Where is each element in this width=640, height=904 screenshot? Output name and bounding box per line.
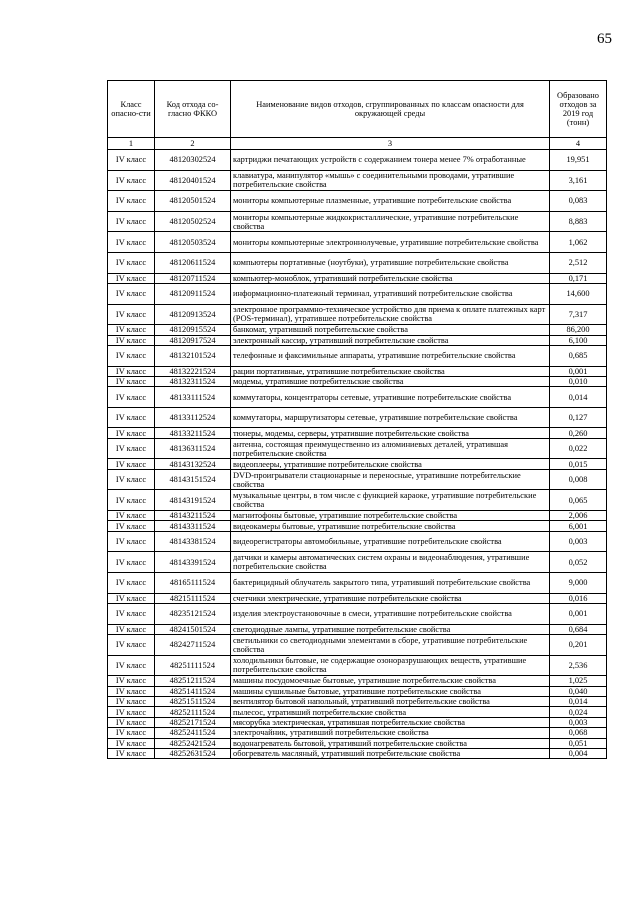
fkko-code-cell: 48132221524 bbox=[155, 366, 231, 376]
fkko-code-cell: 48120503524 bbox=[155, 232, 231, 253]
header-waste-name: Наименование видов отходов, сгруппированных по классам опасности для окружающей среды bbox=[231, 81, 550, 138]
waste-name-cell: электронное программно-техническое устройство для приема к оплате платежных карт (POS-терминал), утратившее потребительские свойства bbox=[231, 304, 550, 325]
amount-cell: 8,883 bbox=[550, 211, 607, 232]
table-row bbox=[108, 304, 607, 325]
hazard-class-cell: IV класс bbox=[108, 707, 155, 717]
hazard-class-cell: IV класс bbox=[108, 273, 155, 283]
hazard-class-cell: IV класс bbox=[108, 469, 155, 490]
column-number: 1 bbox=[108, 138, 155, 150]
table-header-row bbox=[108, 81, 607, 138]
hazard-class-cell: IV класс bbox=[108, 531, 155, 552]
hazard-class-cell: IV класс bbox=[108, 686, 155, 696]
amount-cell: 0,001 bbox=[550, 366, 607, 376]
fkko-code-cell: 48165111524 bbox=[155, 573, 231, 594]
fkko-code-cell: 48241501524 bbox=[155, 624, 231, 634]
hazard-class-cell: IV класс bbox=[108, 428, 155, 438]
fkko-code-cell: 48143132524 bbox=[155, 459, 231, 469]
waste-name-cell: клавиатура, манипулятор «мышь» с соединительными проводами, утратившие потребительские свойства bbox=[231, 170, 550, 191]
fkko-code-cell: 48252421524 bbox=[155, 738, 231, 748]
waste-name-cell: изделия электроустановочные в смеси, утратившие потребительские свойства bbox=[231, 604, 550, 625]
fkko-code-cell: 48143391524 bbox=[155, 552, 231, 573]
hazard-class-cell: IV класс bbox=[108, 283, 155, 304]
column-number-row bbox=[108, 138, 607, 150]
table-row bbox=[108, 707, 607, 717]
amount-cell: 0,684 bbox=[550, 624, 607, 634]
waste-name-cell: видеорегистраторы автомобильные, утратившие потребительские свойства bbox=[231, 531, 550, 552]
amount-cell: 6,100 bbox=[550, 335, 607, 345]
table-row bbox=[108, 273, 607, 283]
table-row bbox=[108, 655, 607, 676]
waste-name-cell: тюнеры, модемы, серверы, утратившие потребительские свойства bbox=[231, 428, 550, 438]
hazard-class-cell: IV класс bbox=[108, 490, 155, 511]
amount-cell: 0,003 bbox=[550, 717, 607, 727]
hazard-class-cell: IV класс bbox=[108, 407, 155, 428]
hazard-class-cell: IV класс bbox=[108, 252, 155, 273]
hazard-class-cell: IV класс bbox=[108, 717, 155, 727]
table-row bbox=[108, 634, 607, 655]
fkko-code-cell: 48120502524 bbox=[155, 211, 231, 232]
table-row bbox=[108, 438, 607, 459]
amount-cell: 86,200 bbox=[550, 325, 607, 335]
fkko-code-cell: 48235121524 bbox=[155, 604, 231, 625]
fkko-code-cell: 48136311524 bbox=[155, 438, 231, 459]
waste-name-cell: компьютер-моноблок, утративший потребительские свойства bbox=[231, 273, 550, 283]
table-row bbox=[108, 511, 607, 521]
amount-cell: 0,083 bbox=[550, 191, 607, 212]
waste-name-cell: электрочайник, утративший потребительские свойства bbox=[231, 728, 550, 738]
table-row bbox=[108, 387, 607, 408]
page-number: 65 bbox=[597, 31, 612, 47]
amount-cell: 1,025 bbox=[550, 676, 607, 686]
waste-name-cell: телефонные и факсимильные аппараты, утратившие потребительские свойства bbox=[231, 345, 550, 366]
table-row bbox=[108, 283, 607, 304]
hazard-class-cell: IV класс bbox=[108, 604, 155, 625]
fkko-code-cell: 48120913524 bbox=[155, 304, 231, 325]
waste-name-cell: информационно-платежный терминал, утративший потребительские свойства bbox=[231, 283, 550, 304]
hazard-class-cell: IV класс bbox=[108, 696, 155, 706]
table-row bbox=[108, 696, 607, 706]
table-row bbox=[108, 366, 607, 376]
waste-name-cell: модемы, утратившие потребительские свойства bbox=[231, 376, 550, 386]
waste-name-cell: бактерицидный облучатель закрытого типа, утративший потребительские свойства bbox=[231, 573, 550, 594]
fkko-code-cell: 48251411524 bbox=[155, 686, 231, 696]
fkko-code-cell: 48120302524 bbox=[155, 150, 231, 171]
hazard-class-cell: IV класс bbox=[108, 335, 155, 345]
table-row bbox=[108, 232, 607, 253]
fkko-code-cell: 48242711524 bbox=[155, 634, 231, 655]
table-row bbox=[108, 521, 607, 531]
hazard-class-cell: IV класс bbox=[108, 552, 155, 573]
waste-name-cell: видеоплееры, утратившие потребительские свойства bbox=[231, 459, 550, 469]
amount-cell: 0,024 bbox=[550, 707, 607, 717]
hazard-class-cell: IV класс bbox=[108, 387, 155, 408]
amount-cell: 0,065 bbox=[550, 490, 607, 511]
fkko-code-cell: 48251111524 bbox=[155, 655, 231, 676]
fkko-code-cell: 48120401524 bbox=[155, 170, 231, 191]
waste-name-cell: машины сушильные бытовые, утратившие потребительские свойства bbox=[231, 686, 550, 696]
header-amount: Образовано отходов за 2019 год (тонн) bbox=[550, 81, 607, 138]
fkko-code-cell: 48252411524 bbox=[155, 728, 231, 738]
hazard-class-cell: IV класс bbox=[108, 511, 155, 521]
fkko-code-cell: 48143151524 bbox=[155, 469, 231, 490]
hazard-class-cell: IV класс bbox=[108, 459, 155, 469]
waste-name-cell: картриджи печатающих устройств с содержанием тонера менее 7% отработанные bbox=[231, 150, 550, 171]
amount-cell: 19,951 bbox=[550, 150, 607, 171]
table-row bbox=[108, 170, 607, 191]
amount-cell: 0,052 bbox=[550, 552, 607, 573]
fkko-code-cell: 48133112524 bbox=[155, 407, 231, 428]
fkko-code-cell: 48143381524 bbox=[155, 531, 231, 552]
waste-name-cell: антенна, состоящая преимущественно из алюминиевых деталей, утратившая потребительские свойства bbox=[231, 438, 550, 459]
amount-cell: 9,000 bbox=[550, 573, 607, 594]
amount-cell: 0,016 bbox=[550, 593, 607, 603]
table-row bbox=[108, 552, 607, 573]
header-hazard-class: Класс опасно-сти bbox=[108, 81, 155, 138]
fkko-code-cell: 48215111524 bbox=[155, 593, 231, 603]
amount-cell: 0,022 bbox=[550, 438, 607, 459]
waste-name-cell: мониторы компьютерные электроннолучевые, утратившие потребительские свойства bbox=[231, 232, 550, 253]
amount-cell: 0,051 bbox=[550, 738, 607, 748]
waste-name-cell: электронный кассир, утративший потребительские свойства bbox=[231, 335, 550, 345]
fkko-code-cell: 48252171524 bbox=[155, 717, 231, 727]
fkko-code-cell: 48132311524 bbox=[155, 376, 231, 386]
hazard-class-cell: IV класс bbox=[108, 345, 155, 366]
hazard-class-cell: IV класс bbox=[108, 150, 155, 171]
amount-cell: 0,171 bbox=[550, 273, 607, 283]
amount-cell: 0,003 bbox=[550, 531, 607, 552]
hazard-class-cell: IV класс bbox=[108, 593, 155, 603]
waste-name-cell: музыкальные центры, в том числе с функцией караоке, утратившие потребительские свойства bbox=[231, 490, 550, 511]
column-number: 2 bbox=[155, 138, 231, 150]
hazard-class-cell: IV класс bbox=[108, 624, 155, 634]
table-row bbox=[108, 335, 607, 345]
waste-name-cell: компьютеры портативные (ноутбуки), утратившие потребительские свойства bbox=[231, 252, 550, 273]
fkko-code-cell: 48120911524 bbox=[155, 283, 231, 304]
waste-name-cell: вентилятор бытовой напольный, утративший потребительские свойства bbox=[231, 696, 550, 706]
table-row bbox=[108, 376, 607, 386]
hazard-class-cell: IV класс bbox=[108, 634, 155, 655]
amount-cell: 14,600 bbox=[550, 283, 607, 304]
table-row bbox=[108, 604, 607, 625]
waste-name-cell: рации портативные, утратившие потребительские свойства bbox=[231, 366, 550, 376]
fkko-code-cell: 48132101524 bbox=[155, 345, 231, 366]
hazard-class-cell: IV класс bbox=[108, 366, 155, 376]
waste-name-cell: мониторы компьютерные плазменные, утратившие потребительские свойства bbox=[231, 191, 550, 212]
amount-cell: 1,062 bbox=[550, 232, 607, 253]
fkko-code-cell: 48143211524 bbox=[155, 511, 231, 521]
fkko-code-cell: 48120917524 bbox=[155, 335, 231, 345]
table-row bbox=[108, 150, 607, 171]
amount-cell: 0,260 bbox=[550, 428, 607, 438]
table-row bbox=[108, 573, 607, 594]
waste-name-cell: видеокамеры бытовые, утратившие потребительские свойства bbox=[231, 521, 550, 531]
hazard-class-cell: IV класс bbox=[108, 304, 155, 325]
column-number: 4 bbox=[550, 138, 607, 150]
header-fkko-code: Код отхода со-гласно ФККО bbox=[155, 81, 231, 138]
table-row bbox=[108, 252, 607, 273]
amount-cell: 0,014 bbox=[550, 696, 607, 706]
amount-cell: 0,004 bbox=[550, 748, 607, 758]
amount-cell: 0,010 bbox=[550, 376, 607, 386]
waste-name-cell: обогреватель масляный, утративший потребительские свойства bbox=[231, 748, 550, 758]
amount-cell: 0,015 bbox=[550, 459, 607, 469]
fkko-code-cell: 48120611524 bbox=[155, 252, 231, 273]
fkko-code-cell: 48252631524 bbox=[155, 748, 231, 758]
table-row bbox=[108, 748, 607, 758]
waste-table bbox=[107, 80, 607, 759]
table-row bbox=[108, 211, 607, 232]
hazard-class-cell: IV класс bbox=[108, 211, 155, 232]
hazard-class-cell: IV класс bbox=[108, 191, 155, 212]
fkko-code-cell: 48120915524 bbox=[155, 325, 231, 335]
table-row bbox=[108, 191, 607, 212]
amount-cell: 7,317 bbox=[550, 304, 607, 325]
hazard-class-cell: IV класс bbox=[108, 676, 155, 686]
table-row bbox=[108, 428, 607, 438]
waste-name-cell: банкомат, утративший потребительские свойства bbox=[231, 325, 550, 335]
table-row bbox=[108, 676, 607, 686]
hazard-class-cell: IV класс bbox=[108, 573, 155, 594]
table-row bbox=[108, 717, 607, 727]
hazard-class-cell: IV класс bbox=[108, 748, 155, 758]
waste-name-cell: пылесос, утративший потребительские свойства bbox=[231, 707, 550, 717]
fkko-code-cell: 48252111524 bbox=[155, 707, 231, 717]
waste-name-cell: DVD-проигрыватели стационарные и переносные, утратившие потребительские свойства bbox=[231, 469, 550, 490]
waste-name-cell: светильники со светодиодными элементами в сборе, утратившие потребительские свойства bbox=[231, 634, 550, 655]
amount-cell: 0,068 bbox=[550, 728, 607, 738]
table-row bbox=[108, 490, 607, 511]
amount-cell: 2,006 bbox=[550, 511, 607, 521]
amount-cell: 0,014 bbox=[550, 387, 607, 408]
hazard-class-cell: IV класс bbox=[108, 738, 155, 748]
table-body bbox=[108, 150, 607, 759]
amount-cell: 0,201 bbox=[550, 634, 607, 655]
amount-cell: 0,127 bbox=[550, 407, 607, 428]
table-row bbox=[108, 531, 607, 552]
hazard-class-cell: IV класс bbox=[108, 232, 155, 253]
hazard-class-cell: IV класс bbox=[108, 376, 155, 386]
waste-name-cell: датчики и камеры автоматических систем охраны и видеонаблюдения, утратившие потребительские свойства bbox=[231, 552, 550, 573]
hazard-class-cell: IV класс bbox=[108, 728, 155, 738]
waste-name-cell: холодильники бытовые, не содержащие озоноразрушающих веществ, утратившие потребительские свойства bbox=[231, 655, 550, 676]
waste-name-cell: коммутаторы, концентраторы сетевые, утратившие потребительские свойства bbox=[231, 387, 550, 408]
waste-name-cell: мясорубка электрическая, утратившая потребительские свойства bbox=[231, 717, 550, 727]
fkko-code-cell: 48120501524 bbox=[155, 191, 231, 212]
hazard-class-cell: IV класс bbox=[108, 655, 155, 676]
waste-name-cell: мониторы компьютерные жидкокристаллические, утратившие потребительские свойства bbox=[231, 211, 550, 232]
table-row bbox=[108, 593, 607, 603]
table-row bbox=[108, 686, 607, 696]
fkko-code-cell: 48120711524 bbox=[155, 273, 231, 283]
hazard-class-cell: IV класс bbox=[108, 325, 155, 335]
amount-cell: 0,685 bbox=[550, 345, 607, 366]
amount-cell: 2,536 bbox=[550, 655, 607, 676]
waste-name-cell: магнитофоны бытовые, утратившие потребительские свойства bbox=[231, 511, 550, 521]
fkko-code-cell: 48143191524 bbox=[155, 490, 231, 511]
amount-cell: 0,040 bbox=[550, 686, 607, 696]
amount-cell: 0,001 bbox=[550, 604, 607, 625]
table-row bbox=[108, 345, 607, 366]
table-row bbox=[108, 624, 607, 634]
fkko-code-cell: 48251511524 bbox=[155, 696, 231, 706]
waste-name-cell: машины посудомоечные бытовые, утратившие потребительские свойства bbox=[231, 676, 550, 686]
fkko-code-cell: 48133211524 bbox=[155, 428, 231, 438]
table-row bbox=[108, 469, 607, 490]
column-number: 3 bbox=[231, 138, 550, 150]
table-row bbox=[108, 325, 607, 335]
amount-cell: 2,512 bbox=[550, 252, 607, 273]
fkko-code-cell: 48251211524 bbox=[155, 676, 231, 686]
table-row bbox=[108, 738, 607, 748]
amount-cell: 3,161 bbox=[550, 170, 607, 191]
table-row bbox=[108, 407, 607, 428]
fkko-code-cell: 48133111524 bbox=[155, 387, 231, 408]
hazard-class-cell: IV класс bbox=[108, 438, 155, 459]
hazard-class-cell: IV класс bbox=[108, 521, 155, 531]
table-row bbox=[108, 459, 607, 469]
fkko-code-cell: 48143311524 bbox=[155, 521, 231, 531]
amount-cell: 0,008 bbox=[550, 469, 607, 490]
waste-name-cell: счетчики электрические, утратившие потребительские свойства bbox=[231, 593, 550, 603]
waste-name-cell: коммутаторы, маршрутизаторы сетевые, утратившие потребительские свойства bbox=[231, 407, 550, 428]
waste-name-cell: светодиодные лампы, утратившие потребительские свойства bbox=[231, 624, 550, 634]
table-row bbox=[108, 728, 607, 738]
hazard-class-cell: IV класс bbox=[108, 170, 155, 191]
amount-cell: 6,001 bbox=[550, 521, 607, 531]
waste-name-cell: водонагреватель бытовой, утративший потребительские свойства bbox=[231, 738, 550, 748]
